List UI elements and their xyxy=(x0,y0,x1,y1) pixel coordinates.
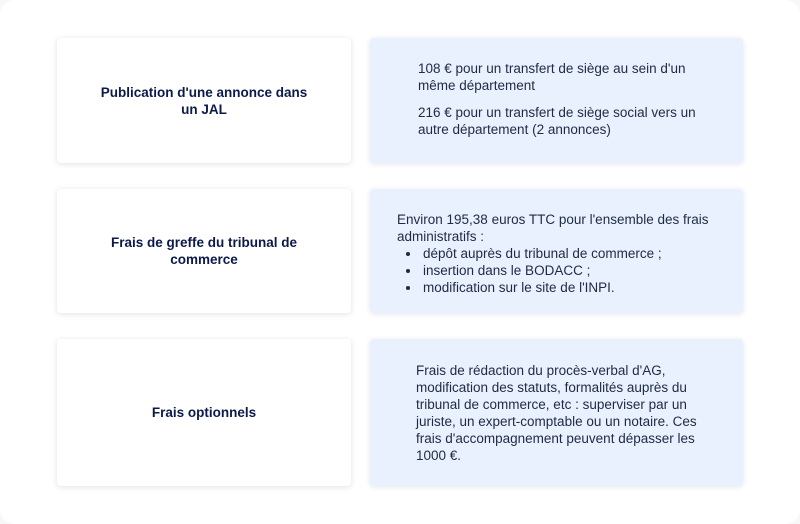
list-item: • insertion dans le BODACC ; xyxy=(421,262,723,279)
fee-row-optional xyxy=(57,339,743,486)
fee-title: Frais optionnels xyxy=(151,405,257,420)
fee-title-card xyxy=(57,38,351,163)
fee-title: Frais de greffe du tribunal de commerce xyxy=(110,235,298,267)
fee-detail-list xyxy=(397,245,723,296)
fee-row-greffe xyxy=(57,189,743,313)
fee-detail-card xyxy=(370,38,743,163)
fee-detail-card xyxy=(370,189,743,313)
fee-title-card xyxy=(57,189,351,313)
fee-row-jal xyxy=(57,38,743,163)
fee-detail-intro: Environ 195,38 euros TTC pour l'ensemble des frais administratifs : xyxy=(397,212,709,244)
fee-detail-card xyxy=(370,339,743,486)
fee-detail-paragraph: Frais de rédaction du procès-verbal d'AG, modification des statuts, formalités auprès du tribunal de commerce, etc : superviser par un juriste, un expert-comptable ou un notaire. Ces frais d'accompagnement peuvent dépasser les 1000 €. xyxy=(416,363,697,463)
fee-detail-paragraph: 108 € pour un transfert de siège au sein d'un même département xyxy=(418,61,686,93)
fee-title-card xyxy=(57,339,351,486)
list-item: • modification sur le site de l'INPI. xyxy=(421,279,723,296)
list-item: • dépôt auprès du tribunal de commerce ; xyxy=(421,245,723,262)
fee-detail-paragraph: 216 € pour un transfert de siège social vers un autre département (2 annonces) xyxy=(418,105,696,137)
fee-title: Publication d'une annonce dans un JAL xyxy=(100,84,308,117)
